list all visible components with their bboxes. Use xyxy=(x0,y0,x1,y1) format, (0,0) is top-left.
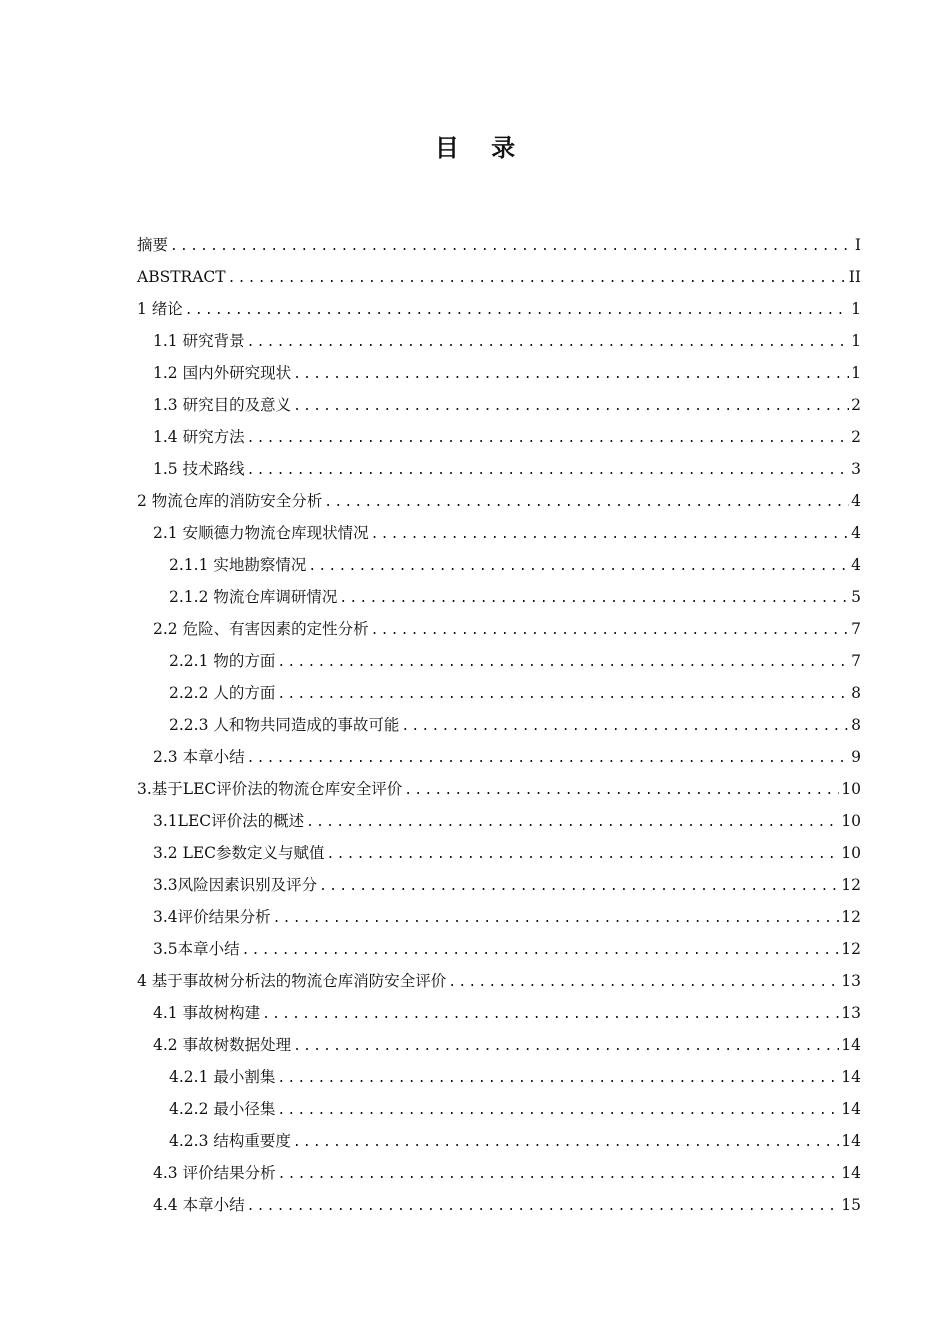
toc-entry[interactable] xyxy=(137,837,861,869)
table-of-contents xyxy=(137,229,861,1221)
toc-entry-page-number: 12 xyxy=(841,876,861,894)
toc-entry-label: 4.4 本章小结 xyxy=(153,1196,245,1214)
toc-entry-page-number: 9 xyxy=(851,748,861,766)
toc-entry-page-number: 1 xyxy=(851,332,861,350)
toc-entry-label: 2.2.3 人和物共同造成的事故可能 xyxy=(169,716,400,734)
toc-entry-label: 4.2.2 最小径集 xyxy=(169,1100,276,1118)
toc-entry-label: 4 基于事故树分析法的物流仓库消防安全评价 xyxy=(137,972,447,990)
toc-entry-page-number: 5 xyxy=(851,588,861,606)
toc-entry[interactable] xyxy=(137,421,861,453)
toc-leader-dots xyxy=(170,231,849,263)
toc-entry[interactable] xyxy=(137,261,861,293)
toc-leader-dots xyxy=(277,679,849,711)
toc-entry-label: 4.2.1 最小割集 xyxy=(169,1068,276,1086)
toc-entry-label: 2.1 安顺德力物流仓库现状情况 xyxy=(153,524,369,542)
toc-entry-label: 3.3风险因素识别及评分 xyxy=(153,876,318,894)
toc-leader-dots xyxy=(247,455,849,487)
toc-leader-dots xyxy=(247,327,849,359)
toc-entry[interactable] xyxy=(137,517,861,549)
toc-entry-page-number: 2 xyxy=(851,396,861,414)
toc-entry-label: 4.1 事故树构建 xyxy=(153,1004,261,1022)
toc-entry-label: 2.2.1 物的方面 xyxy=(169,652,276,670)
toc-entry-page-number: 7 xyxy=(851,620,861,638)
toc-entry[interactable] xyxy=(137,933,861,965)
toc-entry-page-number: 7 xyxy=(851,652,861,670)
toc-entry-label: 4.2.3 结构重要度 xyxy=(169,1132,291,1150)
toc-entry[interactable] xyxy=(137,1189,861,1221)
toc-entry[interactable] xyxy=(137,1029,861,1061)
toc-entry[interactable] xyxy=(137,1125,861,1157)
toc-leader-dots xyxy=(185,295,849,327)
toc-entry-label: 2.3 本章小结 xyxy=(153,748,245,766)
toc-entry-page-number: 13 xyxy=(841,1004,861,1022)
toc-entry-label: 4.2 事故树数据处理 xyxy=(153,1036,292,1054)
toc-entry-page-number: II xyxy=(848,268,861,286)
toc-entry-label: 1.2 国内外研究现状 xyxy=(153,364,292,382)
toc-entry[interactable] xyxy=(137,1061,861,1093)
toc-entry-page-number: 1 xyxy=(851,300,861,318)
toc-leader-dots xyxy=(277,1095,839,1127)
toc-entry[interactable] xyxy=(137,997,861,1029)
toc-leader-dots xyxy=(293,359,849,391)
toc-leader-dots xyxy=(247,423,849,455)
toc-leader-dots xyxy=(262,999,839,1031)
toc-entry-page-number: 14 xyxy=(841,1100,861,1118)
toc-entry-label: 2.2 危险、有害因素的定性分析 xyxy=(153,620,369,638)
toc-leader-dots xyxy=(371,519,849,551)
toc-leader-dots xyxy=(401,711,849,743)
toc-entry[interactable] xyxy=(137,1093,861,1125)
toc-entry-label: 2.1.2 物流仓库调研情况 xyxy=(169,588,338,606)
toc-entry[interactable] xyxy=(137,1157,861,1189)
toc-leader-dots xyxy=(306,807,839,839)
toc-entry[interactable] xyxy=(137,229,861,261)
toc-leader-dots xyxy=(242,935,840,967)
toc-entry-page-number: 2 xyxy=(851,428,861,446)
toc-entry-label: 3.1LEC评价法的概述 xyxy=(153,812,305,830)
toc-leader-dots xyxy=(293,1127,839,1159)
toc-entry-page-number: 12 xyxy=(841,940,861,958)
toc-leader-dots xyxy=(308,551,849,583)
toc-entry-page-number: 8 xyxy=(851,684,861,702)
toc-entry[interactable] xyxy=(137,325,861,357)
toc-entry-page-number: 10 xyxy=(841,780,861,798)
toc-leader-dots xyxy=(324,487,849,519)
toc-entry[interactable] xyxy=(137,677,861,709)
toc-entry-page-number: 14 xyxy=(841,1036,861,1054)
toc-entry-page-number: 14 xyxy=(841,1132,861,1150)
toc-leader-dots xyxy=(247,743,849,775)
toc-entry[interactable] xyxy=(137,293,861,325)
toc-entry[interactable] xyxy=(137,965,861,997)
toc-entry-label: 1.1 研究背景 xyxy=(153,332,245,350)
toc-entry-label: 1 绪论 xyxy=(137,300,183,318)
toc-entry-page-number: 12 xyxy=(841,908,861,926)
toc-entry[interactable] xyxy=(137,613,861,645)
toc-entry[interactable] xyxy=(137,901,861,933)
toc-entry-page-number: 8 xyxy=(851,716,861,734)
toc-leader-dots xyxy=(278,1159,840,1191)
toc-leader-dots xyxy=(277,647,849,679)
toc-entry-label: 3.5本章小结 xyxy=(153,940,240,958)
toc-leader-dots xyxy=(228,263,847,295)
toc-entry-label: ABSTRACT xyxy=(137,268,226,286)
toc-entry-label: 3.2 LEC参数定义与赋值 xyxy=(153,844,325,862)
toc-leader-dots xyxy=(277,1063,839,1095)
toc-entry-page-number: 14 xyxy=(841,1068,861,1086)
toc-entry[interactable] xyxy=(137,389,861,421)
toc-entry[interactable] xyxy=(137,645,861,677)
toc-entry-page-number: I xyxy=(854,236,861,254)
toc-entry-label: 2.2.2 人的方面 xyxy=(169,684,276,702)
toc-leader-dots xyxy=(448,967,839,999)
toc-entry-page-number: 4 xyxy=(851,492,861,510)
toc-entry[interactable] xyxy=(137,741,861,773)
toc-entry-page-number: 3 xyxy=(851,460,861,478)
toc-entry[interactable] xyxy=(137,453,861,485)
toc-entry[interactable] xyxy=(137,869,861,901)
toc-entry-label: 摘要 xyxy=(137,236,169,254)
toc-entry[interactable] xyxy=(137,485,861,517)
toc-leader-dots xyxy=(273,903,840,935)
toc-entry[interactable] xyxy=(137,773,861,805)
toc-entry[interactable] xyxy=(137,805,861,837)
toc-leader-dots xyxy=(339,583,849,615)
toc-entry-label: 1.3 研究目的及意义 xyxy=(153,396,292,414)
toc-leader-dots xyxy=(247,1191,840,1223)
toc-entry[interactable] xyxy=(137,549,861,581)
toc-leader-dots xyxy=(327,839,840,871)
toc-entry-page-number: 15 xyxy=(841,1196,861,1214)
toc-entry-label: 1.4 研究方法 xyxy=(153,428,245,446)
toc-entry[interactable] xyxy=(137,709,861,741)
toc-leader-dots xyxy=(293,1031,839,1063)
toc-entry-label: 4.3 评价结果分析 xyxy=(153,1164,276,1182)
toc-entry-label: 2 物流仓库的消防安全分析 xyxy=(137,492,323,510)
toc-entry-label: 3.基于LEC评价法的物流仓库安全评价 xyxy=(137,780,403,798)
toc-entry-page-number: 4 xyxy=(851,524,861,542)
toc-entry-page-number: 10 xyxy=(841,844,861,862)
toc-leader-dots xyxy=(404,775,839,807)
toc-leader-dots xyxy=(293,391,849,423)
toc-entry[interactable] xyxy=(137,357,861,389)
toc-entry-page-number: 4 xyxy=(851,556,861,574)
toc-entry-page-number: 10 xyxy=(841,812,861,830)
toc-leader-dots xyxy=(371,615,849,647)
toc-leader-dots xyxy=(319,871,839,903)
toc-entry-label: 2.1.1 实地勘察情况 xyxy=(169,556,307,574)
toc-entry[interactable] xyxy=(137,581,861,613)
toc-entry-page-number: 13 xyxy=(841,972,861,990)
toc-entry-page-number: 14 xyxy=(841,1164,861,1182)
toc-entry-label: 1.5 技术路线 xyxy=(153,460,245,478)
toc-entry-label: 3.4评价结果分析 xyxy=(153,908,271,926)
page-title: 目 录 xyxy=(434,134,528,162)
toc-entry-page-number: 1 xyxy=(851,364,861,382)
